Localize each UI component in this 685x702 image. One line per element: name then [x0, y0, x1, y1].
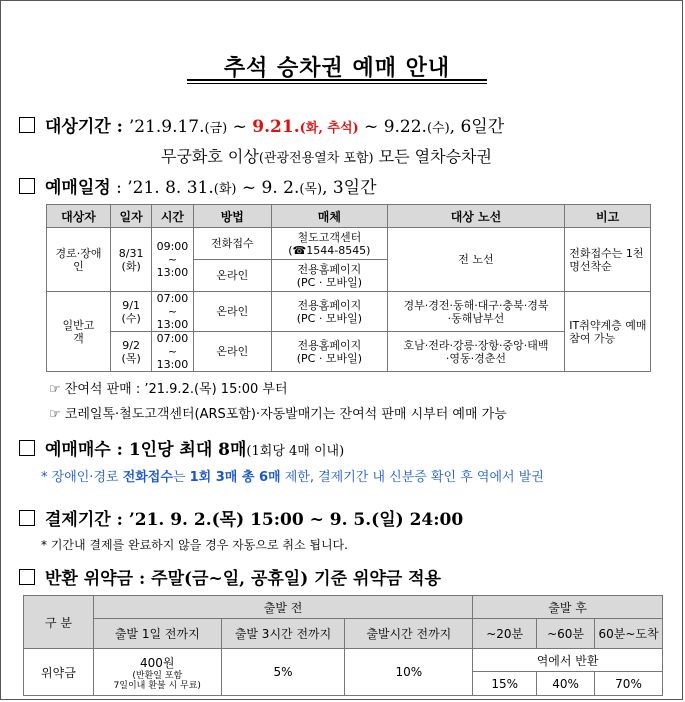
header-time: 시간: [152, 205, 193, 228]
date-cell: [111, 228, 152, 292]
route-cell: [387, 332, 565, 372]
route-text: 경부·경전·동해·대구·충북·경북: [403, 298, 549, 312]
media-sub: (PC · 모바일): [296, 275, 362, 289]
date-cell: [111, 332, 152, 372]
time-cell: [152, 292, 193, 332]
row-label: 위약금: [24, 649, 94, 696]
method-cell: 온라인: [193, 292, 271, 332]
date-text: 8/31: [118, 246, 144, 260]
time-start: 07:00: [156, 332, 189, 345]
target-cell: 경로·장애인: [47, 228, 111, 292]
header-target: 대상자: [47, 205, 111, 228]
route-cell: 전 노선: [387, 228, 565, 292]
method-cell: 전화접수: [193, 228, 271, 260]
checkbox-icon: [19, 569, 35, 585]
route-text-2: ·영동·경춘선: [445, 351, 507, 365]
title-underline: [187, 79, 487, 81]
header-date: 일자: [111, 205, 152, 228]
header-3hours: 출발 3시간 전까지: [221, 619, 345, 649]
header-media: 매체: [272, 205, 388, 228]
fee-60min: 40%: [537, 672, 595, 696]
duration: , 6일간: [449, 117, 505, 137]
route-cell: [387, 292, 565, 332]
fee-1day: [93, 649, 221, 696]
header-20min: ~20분: [473, 619, 537, 649]
chuseok-day: (화, 추석): [299, 121, 359, 136]
table-header-row: [24, 596, 663, 619]
quantity-sub: (1회당 4매 이내): [246, 444, 345, 459]
header-60min: ~60분: [537, 619, 595, 649]
end-day: (수): [426, 121, 450, 136]
table-row: [24, 649, 663, 672]
section-payment: [19, 505, 463, 530]
payment-text: : ’21. 9. 2.(목) 15:00 ~ 9. 5.(일) 24:00: [110, 510, 464, 530]
media-sub: (PC · 모바일): [296, 351, 362, 365]
section-label: 예매일정: [45, 178, 111, 198]
time-start: 07:00: [156, 292, 189, 305]
table-row: [47, 332, 651, 372]
header-arrival: 60분~도착: [595, 619, 663, 649]
schedule-end: ~ 9. 2.: [236, 178, 300, 198]
phone-number: (☎1544-8545): [288, 243, 371, 257]
media-text: 전용홈페이지: [297, 298, 362, 312]
header-category: 구 분: [24, 596, 94, 649]
quantity-text: : 1인당 최대 8매: [110, 440, 247, 460]
checkbox-icon: [19, 440, 35, 456]
time-start: 09:00: [156, 240, 189, 253]
section-quantity: [19, 435, 344, 460]
media-cell: [272, 332, 388, 372]
note-e: 제한, 결제기간 내 신분증 확인 후 역에서 발권: [280, 470, 544, 485]
fee-arrival: 70%: [595, 672, 663, 696]
time-sep: ~: [167, 345, 178, 358]
phone-limit-note: [41, 466, 544, 485]
header-route: 대상 노선: [387, 205, 565, 228]
header-after: 출발 후: [473, 596, 663, 619]
time-end: 13:00: [156, 266, 189, 279]
fee-departure: 10%: [345, 649, 473, 696]
section-label: 예매매수: [45, 440, 111, 460]
route-text: 호남·전라·강릉·장항·중앙·태백: [403, 338, 549, 352]
section-label: 반환 위약금: [45, 569, 134, 589]
date-text: 9/2: [122, 338, 140, 352]
media-cell: [272, 292, 388, 332]
header-method: 방법: [193, 205, 271, 228]
scope-a: 무궁화호 이상: [161, 147, 259, 166]
tilde: ~: [227, 117, 253, 137]
header-note: 비고: [565, 205, 651, 228]
target-cell: 일반고객: [47, 292, 111, 372]
note-channels: ☞ 코레일톡·철도고객센터(ARS포함)·자동발매기는 잔여석 판매 시부터 예매 가능: [49, 407, 507, 422]
method-cell: 온라인: [193, 332, 271, 372]
schedule-start-day: (화): [213, 182, 237, 197]
fee-note-a: (반환일 포함: [132, 670, 183, 681]
table-header-row: [24, 619, 663, 649]
checkbox-icon: [19, 117, 35, 133]
checkbox-icon: [19, 178, 35, 194]
page-title: 추석 승차권 예매 안내: [223, 56, 451, 81]
note-remaining-seats: ☞ 잔여석 판매 : ’21.9.2.(목) 15:00 부터: [49, 382, 288, 397]
section-period: [19, 112, 504, 137]
time-sep: ~: [167, 305, 178, 318]
time-cell: [152, 332, 193, 372]
media-text: 전용홈페이지: [297, 338, 362, 352]
section-refund: [19, 564, 441, 589]
payment-note: * 기간내 결제를 완료하지 않을 경우 자동으로 취소 됩니다.: [41, 538, 348, 552]
checkbox-icon: [19, 510, 35, 526]
scope-paren: (관광전용열차 포함): [258, 151, 374, 166]
header-1day: 출발 1일 전까지: [93, 619, 221, 649]
media-text: 전용홈페이지: [297, 262, 362, 276]
station-refund: 역에서 반환: [473, 649, 663, 672]
note-cell: IT취약계층 예매 참여 가능: [565, 292, 651, 372]
schedule-end-day: (목): [299, 182, 323, 197]
dow-text: (화): [121, 259, 141, 273]
start-day: (금): [204, 121, 228, 136]
start-date: ’21.9.17.: [128, 117, 205, 137]
media-sub: (PC · 모바일): [296, 311, 362, 325]
media-cell: [272, 228, 388, 260]
header-departure: 출발시간 전까지: [345, 619, 473, 649]
table-row: [47, 292, 651, 332]
colon: :: [110, 117, 129, 137]
schedule-table: [46, 204, 651, 372]
refund-table: [23, 595, 663, 696]
dow-text: (수): [121, 311, 141, 325]
route-text-2: ·동해남부선: [447, 311, 505, 325]
dow-text: (목): [121, 351, 141, 365]
method-cell: 온라인: [193, 260, 271, 292]
time-end: 13:00: [156, 358, 189, 371]
table-row: [47, 228, 651, 260]
time-cell: [152, 228, 193, 292]
media-cell: [272, 260, 388, 292]
refund-text: : 주말(금~일, 공휴일) 기준 위약금 적용: [133, 569, 441, 589]
fee-note-b: 7일이내 환불 시 무료): [113, 680, 201, 691]
date-cell: [111, 292, 152, 332]
end-date: ~ 9.22.: [358, 117, 427, 137]
fee-20min: 15%: [473, 672, 537, 696]
section-label: 결제기간: [45, 510, 111, 530]
table-header-row: [47, 205, 651, 228]
note-cell: 전화접수는 1천명선착순: [565, 228, 651, 292]
scope-b: 모든 열차승차권: [373, 147, 492, 166]
time-sep: ~: [167, 253, 178, 266]
schedule-start: : ’21. 8. 31.: [110, 178, 214, 198]
section-schedule: [19, 173, 377, 198]
note-c: 는: [172, 470, 190, 485]
schedule-duration: , 3일간: [322, 178, 377, 198]
date-text: 9/1: [122, 298, 140, 312]
media-text: 철도고객센터: [297, 230, 362, 244]
fee-3hours: 5%: [221, 649, 345, 696]
section-period-scope: [161, 144, 492, 167]
note-a: * 장애인·경로: [41, 470, 123, 485]
section-label: 대상기간: [45, 117, 111, 137]
note-d: 1회 3매 총 6매: [189, 470, 281, 485]
chuseok-date: 9.21.: [252, 117, 300, 137]
header-before: 출발 전: [93, 596, 472, 619]
note-b: 전화접수: [122, 470, 173, 485]
title-underline-2: [187, 83, 487, 84]
time-end: 13:00: [156, 318, 189, 331]
fee-value: 400원: [140, 655, 175, 670]
